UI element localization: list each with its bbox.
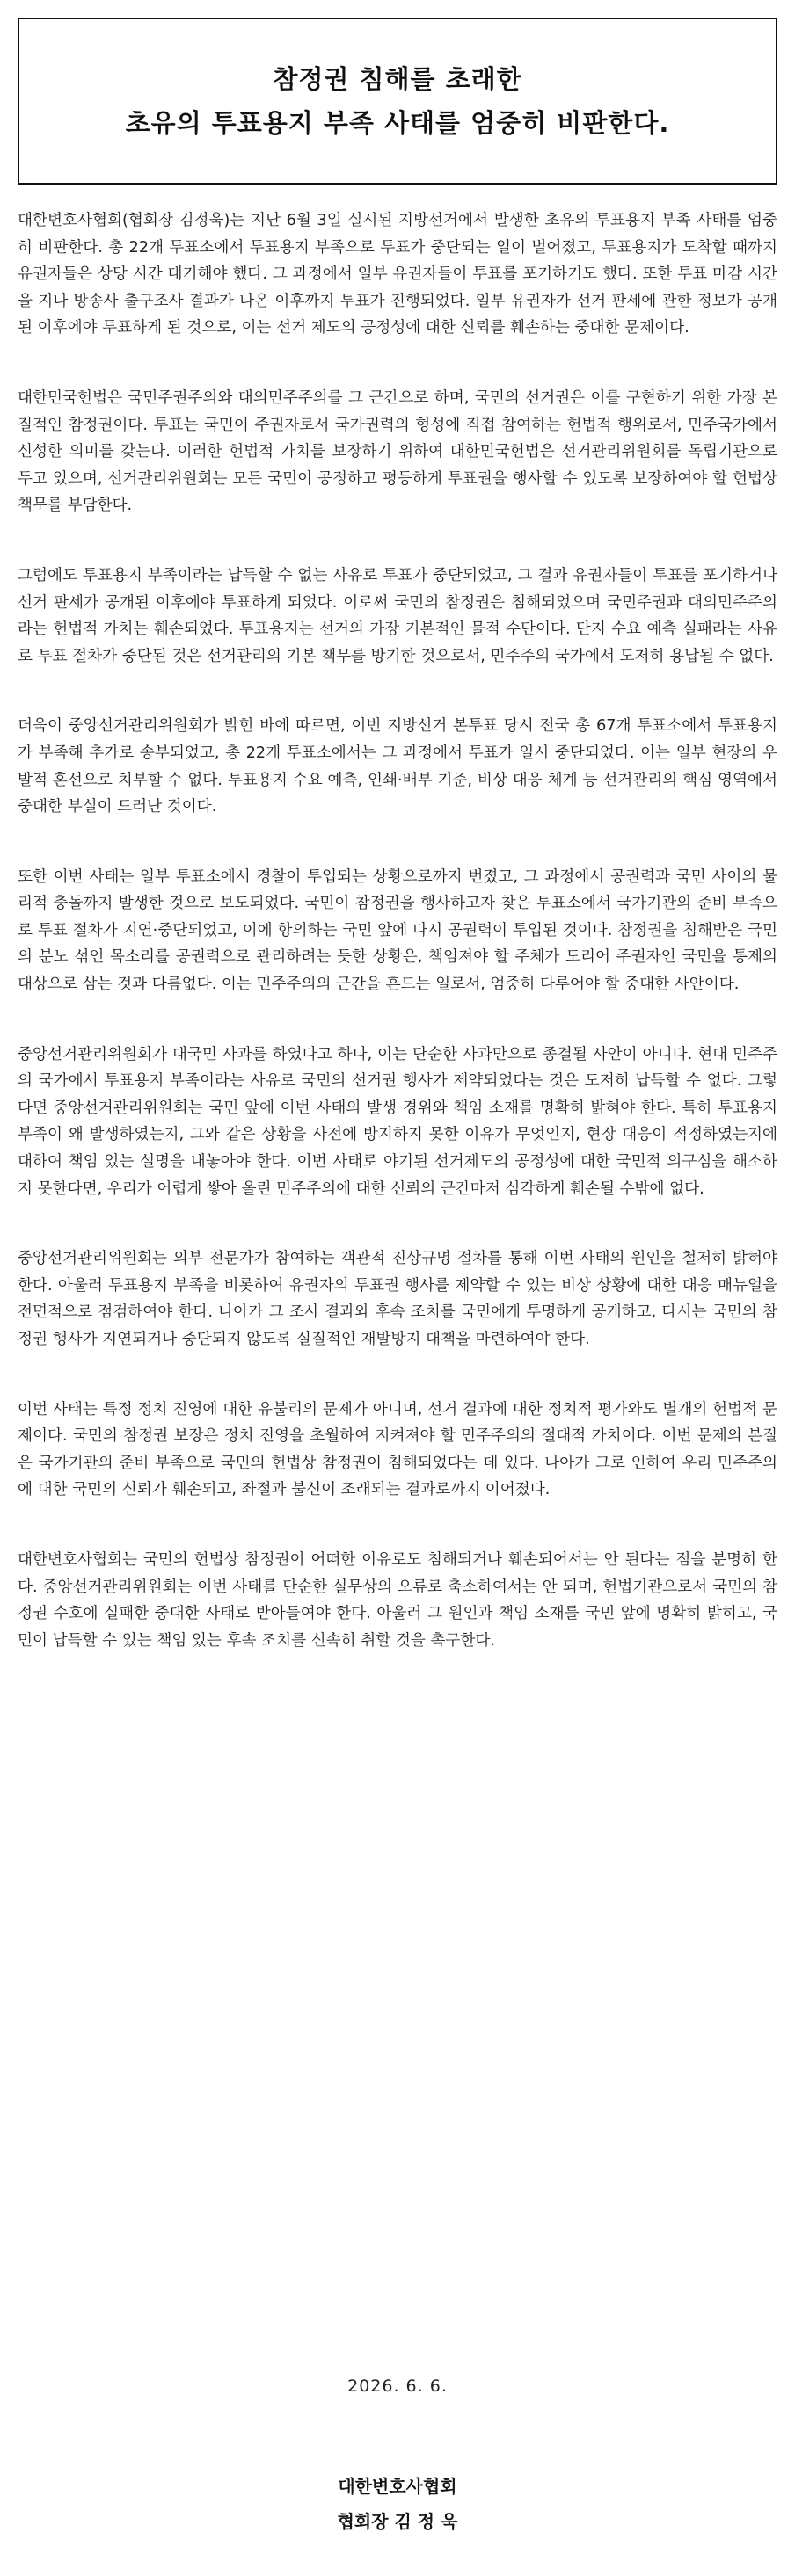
paragraph-6: 중앙선거관리위원회가 대국민 사과를 하였다고 하나, 이는 단순한 사과만으로 종결될 사안이 아니다. 현대 민주주의 국가에서 투표용지 부족이라는 사유로 국민의 선거권 행사가 제약되었다는 것은 도저히 납득할 수 없다. 그렇다면 중앙선거관리위원회는 국민 앞에 이번 사태의 발생 경위와 책임 소재를 명확히 밝혀야 한다. 특히 투표용지 부족이 왜 발생하였는지, 그와 같은 상황을 사전에 방지하지 못한 이유가 무엇인지, 현장 대응이 적정하였는지에 대하여 책임 있는 설명을 내놓아야 한다. 이번 사태로 야기된 선거제도의 공정성에 대한 국민적 의구심을 해소하지 못한다면, 우리가 어렵게 쌓아 올린 민주주의에 대한 신뢰의 근간마저 심각하게 훼손될 수밖에 없다. [18, 1045, 777, 1198]
paragraph-4: 더욱이 중앙선거관리위원회가 밝힌 바에 따르면, 이번 지방선거 본투표 당시 전국 총 67개 투표소에서 투표용지가 부족해 추가로 송부되었고, 총 22개 투표소에서는 그 과정에서 투표가 일시 중단되었다. 이는 일부 현장의 우발적 혼선으로 치부할 수 없다. 투표용지 수요 예측, 인쇄·배부 기준, 비상 대응 체계 등 선거관리의 핵심 영역에서 중대한 부실이 드러난 것이다. [18, 717, 777, 816]
paragraph-1: 대한변호사협회(협회장 김정욱)는 지난 6월 3일 실시된 지방선거에서 발생한 초유의 투표용지 부족 사태를 엄중히 비판한다. 총 22개 투표소에서 투표용지 부족으로 투표가 중단되는 일이 벌어졌고, 투표용지가 도착할 때까지 유권자들은 상당 시간 대기해야 했다. 그 과정에서 일부 유권자들이 투표를 포기하기도 했다. 또한 투표 마감 시간을 지나 방송사 출구조사 결과가 나온 이후까지 투표가 진행되었다. 일부 유권자가 선거 판세에 관한 정보가 공개된 이후에야 투표하게 된 것으로, 이는 선거 제도의 공정성에 대한 신뢰를 훼손하는 중대한 문제이다. [18, 212, 777, 337]
paragraph-8: 이번 사태는 특정 정치 진영에 대한 유불리의 문제가 아니며, 선거 결과에 대한 정치적 평가와도 별개의 헌법적 문제이다. 국민의 참정권 보장은 정치 진영을 초월하여 지켜져야 할 민주주의의 절대적 가치이다. 이번 문제의 본질은 국가기관의 준비 부족으로 국민의 헌법상 참정권이 침해되었다는 데 있다. 나아가 그로 인하여 우리 민주주의에 대한 국민의 신뢰가 훼손되고, 좌절과 불신이 조래되는 결과로까지 이어졌다. [18, 1400, 777, 1499]
title-box [18, 18, 777, 185]
statement-date: 2026. 6. 6. [347, 2376, 448, 2396]
statement-body [18, 207, 777, 1697]
signature-name: 협회장 김 정 욱 [337, 2511, 458, 2532]
signature-organization: 대한변호사협회 [338, 2476, 457, 2497]
title-line-2: 초유의 투표용지 부족 사태를 엄중히 비판한다. [125, 108, 670, 138]
paragraph-5: 또한 이번 사태는 일부 투표소에서 경찰이 투입되는 상황으로까지 번졌고, 그 과정에서 공권력과 국민 사이의 물리적 충돌까지 발생한 것으로 보도되었다. 국민이 참정권을 행사하고자 찾은 투표소에서 국가기관의 준비 부족으로 투표 절차가 지연·중단되었고, 이에 항의하는 국민 앞에 다시 공권력이 투입된 것이다. 참정권을 침해받은 국민의 분노 섞인 목소리를 공권력으로 관리하려는 듯한 상황은, 책임져야 할 주체가 도리어 주권자인 국민을 통제의 대상으로 삼는 것과 다름없다. 이는 민주주의의 근간을 흔드는 일로서, 엄중히 다루어야 할 중대한 사안이다. [18, 867, 777, 994]
title-line-1: 참정권 침해를 초래한 [273, 64, 522, 94]
paragraph-3: 그럼에도 투표용지 부족이라는 납득할 수 없는 사유로 투표가 중단되었고, 그 결과 유권자들이 투표를 포기하거나 선거 판세가 공개된 이후에야 투표하게 되었다. 이로써 국민의 참정권은 침해되었으며 국민주권과 대의민주주의라는 헌법적 가치는 훼손되었다. 투표용지는 선거의 가장 기본적인 물적 수단이다. 단지 수요 예측 실패라는 사유로 투표 절차가 중단된 것은 선거관리의 기본 책무를 방기한 것으로서, 민주주의 국가에서 도저히 용납될 수 없다. [18, 566, 777, 665]
paragraph-2: 대한민국헌법은 국민주권주의와 대의민주주의를 그 근간으로 하며, 국민의 선거권은 이를 구현하기 위한 가장 본질적인 참정권이다. 투표는 국민이 주권자로서 국가권력의 형성에 직접 참여하는 헌법적 행위로서, 민주국가에서 신성한 의미를 갖는다. 이러한 헌법적 가치를 보장하기 위하여 대한민국헌법은 선거관리위원회를 독립기관으로 두고 있으며, 선거관리위원회는 모든 국민이 공정하고 평등하게 투표권을 행사할 수 있도록 보장하여야 할 헌법상 책무를 부담한다. [18, 388, 777, 515]
paragraph-9: 대한변호사협회는 국민의 헌법상 참정권이 어떠한 이유로도 침해되거나 훼손되어서는 안 된다는 점을 분명히 한다. 중앙선거관리위원회는 이번 사태를 단순한 실무상의 오류로 축소하여서는 안 되며, 헌법기관으로서 국민의 참정권 수호에 실패한 중대한 사태로 받아들여야 한다. 아울러 그 원인과 책임 소재를 국민 앞에 명확히 밝히고, 국민이 납득할 수 있는 책임 있는 후속 조치를 신속히 취할 것을 촉구한다. [18, 1550, 777, 1650]
paragraph-7: 중앙선거관리위원회는 외부 전문가가 참여하는 객관적 진상규명 절차를 통해 이번 사태의 원인을 철저히 밝혀야 한다. 아울러 투표용지 부족을 비롯하여 유권자의 투표권 행사를 제약할 수 있는 비상 상황에 대한 대응 매뉴얼을 전면적으로 점검하여야 한다. 나아가 그 조사 결과와 후속 조치를 국민에게 투명하게 공개하고, 다시는 국민의 참정권 행사가 지연되거나 중단되지 않도록 실질적인 재발방지 대책을 마련하여야 한다. [18, 1250, 777, 1348]
